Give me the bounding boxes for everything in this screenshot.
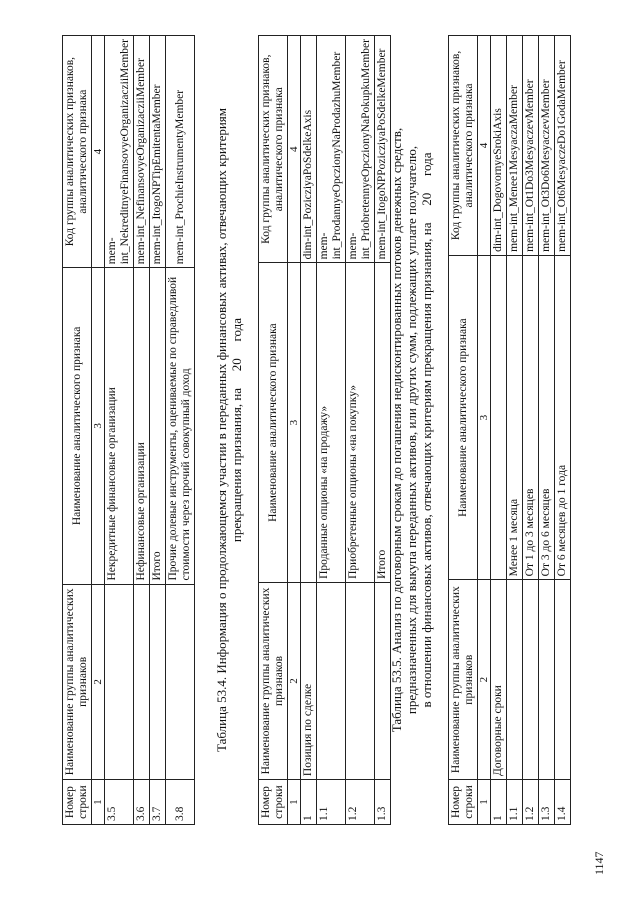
caption-line [229, 35, 244, 825]
row-code: mem-int_Ot6MesyaczeDo1GodaMember [555, 36, 571, 256]
col-number: 3 [288, 263, 301, 582]
row-code: mem-int_NefinansovyeOrganizacziiMember [134, 36, 150, 268]
row-group: Договорные сроки [491, 580, 507, 780]
row-code: mem-int_ProchieInstrumentyMember [166, 36, 195, 268]
row-group [507, 580, 523, 780]
table-row [555, 36, 571, 825]
col-number: 3 [478, 255, 491, 579]
header-code: Код группы аналитических признаков, аналитического признака [63, 36, 92, 268]
row-number: 3.5 [105, 780, 134, 825]
row-number: 1.1 [317, 780, 346, 825]
row-number: 1 [491, 780, 507, 825]
col-number: 4 [478, 36, 491, 256]
caption-text: года [419, 152, 434, 177]
row-code: mem-int_Ot3Do6MesyaczevMember [539, 36, 555, 256]
table-row [346, 36, 375, 825]
row-number: 3.7 [150, 780, 166, 825]
column-number-row [92, 36, 105, 825]
row-attribute: Менее 1 месяца [507, 255, 523, 579]
row-group [150, 584, 166, 780]
table-53-5 [448, 35, 571, 825]
column-number-row [478, 36, 491, 825]
row-number: 1 [301, 780, 317, 825]
row-code: mem-int_ProdannyeOpczionyNaProdazhuMember [317, 36, 346, 263]
table-53-4 [258, 35, 391, 825]
row-group [555, 580, 571, 780]
row-group [166, 584, 195, 780]
col-number: 2 [288, 582, 301, 779]
header-attribute-name: Наименование аналитического признака [63, 268, 92, 584]
caption-text: года [229, 317, 244, 342]
table-row [301, 36, 317, 825]
table-53-3-continuation [62, 35, 195, 825]
row-code: mem-int_ItogoNPTipEmitentaMember [150, 36, 166, 268]
row-code: mem-int_PriobretennyeOpczionyNaPokupkuMember [346, 36, 375, 263]
row-number: 1.2 [523, 780, 539, 825]
row-number: 1.3 [375, 780, 391, 825]
row-code: mem-int_ItogoNPPozicziyaPoSdelkeMember [375, 36, 391, 263]
table-row [105, 36, 134, 825]
caption-line: Таблица 53.5. Анализ по договорным срокам до погашения недисконтированных потоков денежных средств, [389, 127, 404, 733]
row-group [346, 582, 375, 779]
table-53-4-caption [214, 35, 244, 825]
header-row-number: Номер строки [259, 780, 288, 825]
col-number: 4 [288, 36, 301, 263]
row-attribute: От 3 до 6 месяцев [539, 255, 555, 579]
table-53-5-caption [389, 35, 434, 825]
row-attribute: Некредитные финансовые организации [105, 268, 134, 584]
col-number: 2 [478, 580, 491, 780]
row-attribute: Итого [150, 268, 166, 584]
header-row-number: Номер строки [63, 780, 92, 825]
caption-line: Таблица 53.4. Информация о продолжающемся участии в переданных финансовых активах, отвечающих критериям [214, 108, 229, 753]
row-attribute [491, 255, 507, 579]
caption-text: в отношении финансовых активов, отвечающих критериям прекращения признания, на [419, 222, 434, 708]
row-group [317, 582, 346, 779]
table-row [523, 36, 539, 825]
row-attribute: Итого [375, 263, 391, 582]
row-attribute: Нефинансовые организации [134, 268, 150, 584]
header-row-number: Номер строки [449, 780, 478, 825]
header-code: Код группы аналитических признаков, аналитического признака [449, 36, 478, 256]
row-code: dim-int_PozicziyaPoSdelkeAxis [301, 36, 317, 263]
row-code: dim-int_DogovornyeSrokiAxis [491, 36, 507, 256]
header-group-name: Наименование группы аналитических признаков [259, 582, 288, 779]
caption-year: 20 [419, 192, 434, 206]
row-attribute [301, 263, 317, 582]
row-attribute: Проданные опционы «на продажу» [317, 263, 346, 582]
row-attribute: От 6 месяцев до 1 года [555, 255, 571, 579]
row-number: 1.3 [539, 780, 555, 825]
caption-year: 20 [229, 358, 244, 372]
row-number: 1.2 [346, 780, 375, 825]
caption-line: предназначенных для выкупа переданных активов, или других сумм, подлежащих уплате получателю, [404, 145, 419, 715]
col-number: 1 [92, 780, 105, 825]
table-row [317, 36, 346, 825]
table-row [507, 36, 523, 825]
col-number: 4 [92, 36, 105, 268]
caption-text: прекращения признания, на [229, 387, 244, 543]
table-header-row [63, 36, 92, 825]
header-code: Код группы аналитических признаков, аналитического признака [259, 36, 288, 263]
row-group: Позиция по сделке [301, 582, 317, 779]
column-number-row [288, 36, 301, 825]
col-number: 1 [288, 780, 301, 825]
row-number: 1.4 [555, 780, 571, 825]
col-number: 2 [92, 584, 105, 780]
row-attribute: Приобретенные опционы «на покупку» [346, 263, 375, 582]
caption-line [419, 35, 434, 825]
page-number: 1147 [592, 851, 606, 875]
row-number: 3.6 [134, 780, 150, 825]
header-attribute-name: Наименование аналитического признака [259, 263, 288, 582]
header-attribute-name: Наименование аналитического признака [449, 255, 478, 579]
table-row [539, 36, 555, 825]
col-number: 1 [478, 780, 491, 825]
col-number: 3 [92, 268, 105, 584]
table-row [166, 36, 195, 825]
table-row [150, 36, 166, 825]
row-number: 1.1 [507, 780, 523, 825]
table-row [134, 36, 150, 825]
row-code: mem-int_Ot1Do3MesyaczevMember [523, 36, 539, 256]
row-group [105, 584, 134, 780]
table-header-row [449, 36, 478, 825]
row-group [539, 580, 555, 780]
table-row [491, 36, 507, 825]
row-group [134, 584, 150, 780]
row-number: 3.8 [166, 780, 195, 825]
row-code: mem-int_NekreditnyeFinansovyeOrganizacziiMember [105, 36, 134, 268]
header-group-name: Наименование группы аналитических признаков [63, 584, 92, 780]
row-code: mem-int_Menee1MesyaczaMember [507, 36, 523, 256]
table-header-row [259, 36, 288, 825]
header-group-name: Наименование группы аналитических признаков [449, 580, 478, 780]
row-group [523, 580, 539, 780]
row-attribute: Прочие долевые инструменты, оцениваемые по справедливой стоимости через прочий совокупный доход [166, 268, 195, 584]
row-attribute: От 1 до 3 месяцев [523, 255, 539, 579]
